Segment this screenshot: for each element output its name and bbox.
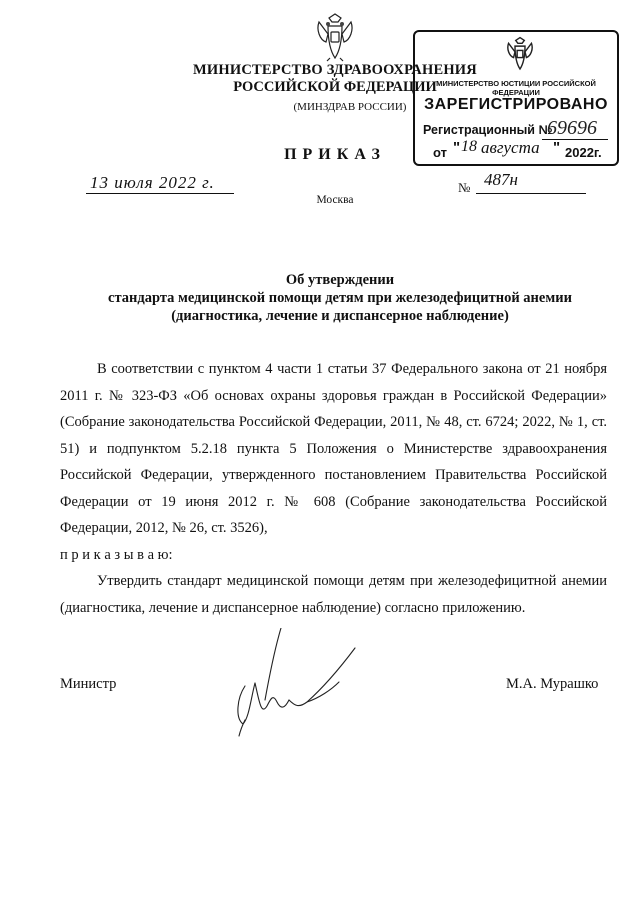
order-number: 487н [484,170,518,189]
coat-of-arms-icon [314,12,356,62]
stamp-status: ЗАРЕГИСТРИРОВАНО [424,96,608,113]
order-number-label: № [458,180,471,195]
order-date: 13 июля 2022 г. [90,173,215,192]
registration-stamp [413,30,619,166]
signatory-role: Министр [60,676,117,692]
city: Москва [316,194,354,206]
ministry-name: МИНИСТЕРСТВО ЗДРАВООХРАНЕНИЯ [193,62,477,78]
ministry-short-name: (МИНЗДРАВ РОССИИ) [293,101,407,113]
body-paragraph-1 [60,356,607,568]
stamp-date-quote-open: " [453,139,461,156]
stamp-from-label: от [433,145,447,160]
stamp-date-day: 18 [461,138,477,155]
ministry-country: РОССИЙСКОЙ ФЕДЕРАЦИИ [233,79,437,95]
stamp-date-month: августа [481,138,540,157]
order-title: ПРИКАЗ [284,146,386,163]
body-paragraph-2: Утвердить стандарт медицинской помощи детям при железодефицитной анемии (диагностика, лечение и диспансерное наблюдение) согласно приложению. [60,573,607,616]
stamp-coat-of-arms-icon [505,36,535,72]
stamp-number-underline [542,139,608,140]
stamp-registration-number: 69696 [547,117,597,139]
handwritten-signature-icon [215,628,365,743]
stamp-date-year: 2022г. [565,145,602,160]
document-title-line-1: Об утверждении [285,272,395,288]
stamp-registration-label: Регистрационный № [423,123,553,137]
document-title-line-3: (диагностика, лечение и диспансерное наблюдение) [171,308,509,324]
document-body [60,356,607,621]
stamp-organization: МИНИСТЕРСТВО ЮСТИЦИИ РОССИЙСКОЙ ФЕДЕРАЦИИ [436,79,596,97]
signatory-name: М.А. Мурашко [506,676,599,692]
order-number-underline [476,193,586,194]
order-word: п р и к а з ы в а ю: [60,546,173,563]
stamp-date-quote-close: " [553,139,561,156]
order-date-underline [86,193,234,194]
document-title-line-2: стандарта медицинской помощи детям при железодефицитной анемии [108,290,572,306]
body-paragraph-1-text: В соответствии с пунктом 4 части 1 статьи 37 Федерального закона от 21 ноября 2011 г. № 323-ФЗ «Об основах охраны здоровья граждан в Российской Федерации» (Собрание законодательства Российской Федерации, 2011, № 48, ст. 6724; 2022, № 1, ст. 51) и подпунктом 5.2.18 пункта 5 Положения о Министерстве здравоохранения Российской Федерации, утвержденного постановлением Правительства Российской Федерации от 19 июня 2012 г. № 608 (Собрание законодательства Российской Федерации, 2012, № 26, ст. 3526), [60,361,607,536]
